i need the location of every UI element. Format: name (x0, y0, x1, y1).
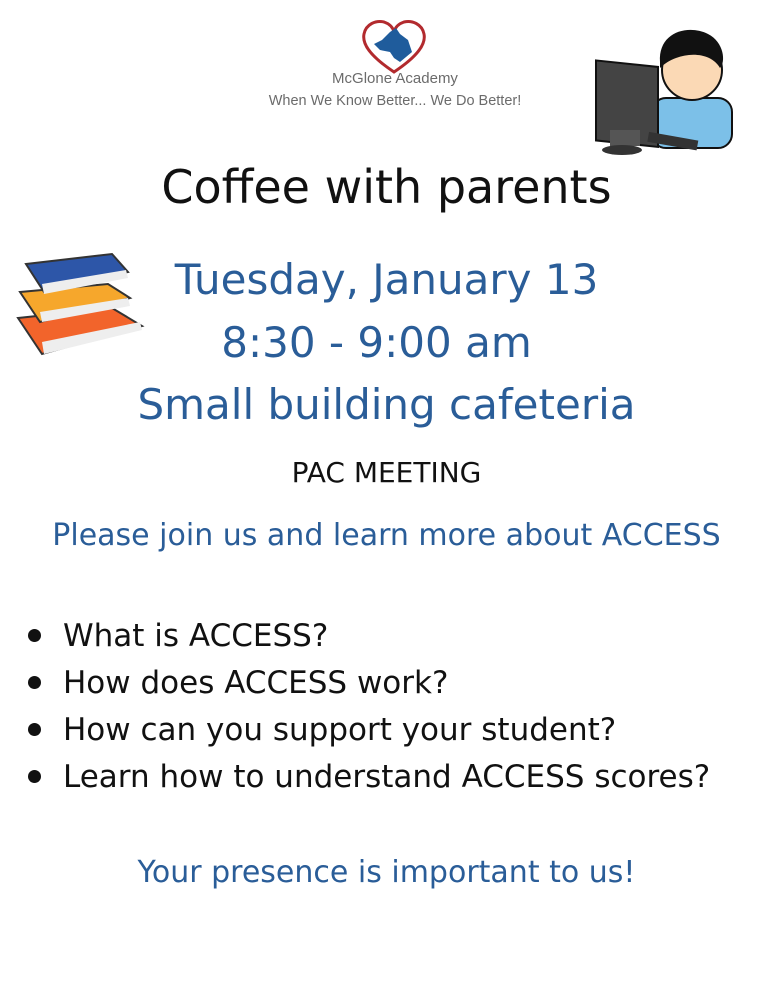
list-item (22, 612, 710, 659)
list-item (22, 753, 710, 800)
list-item-text: Learn how to understand ACCESS scores? (63, 758, 711, 795)
bullet-icon (28, 770, 41, 783)
event-time: 8:30 - 9:00 am (221, 318, 532, 367)
school-logo-heart-husky (360, 18, 428, 76)
list-item (22, 706, 710, 753)
event-location: Small building cafeteria (137, 380, 636, 429)
bullet-icon (28, 629, 41, 642)
bullet-icon (28, 723, 41, 736)
list-item-text: How does ACCESS work? (63, 664, 449, 701)
school-name: McGlone Academy (332, 70, 458, 87)
boy-at-computer-illustration (592, 18, 742, 158)
meeting-subtitle: PAC MEETING (291, 456, 482, 489)
event-date: Tuesday, January 13 (174, 255, 599, 304)
invite-text: Please join us and learn more about ACCESS (52, 518, 721, 553)
list-item-text: How can you support your student? (63, 711, 617, 748)
school-tagline: When We Know Better... We Do Better! (268, 93, 522, 109)
flyer-title: Coffee with parents (161, 160, 612, 214)
closing-text: Your presence is important to us! (137, 855, 636, 890)
topics-list (22, 612, 710, 800)
list-item (22, 659, 710, 706)
list-item-text: What is ACCESS? (63, 617, 329, 654)
bullet-icon (28, 676, 41, 689)
